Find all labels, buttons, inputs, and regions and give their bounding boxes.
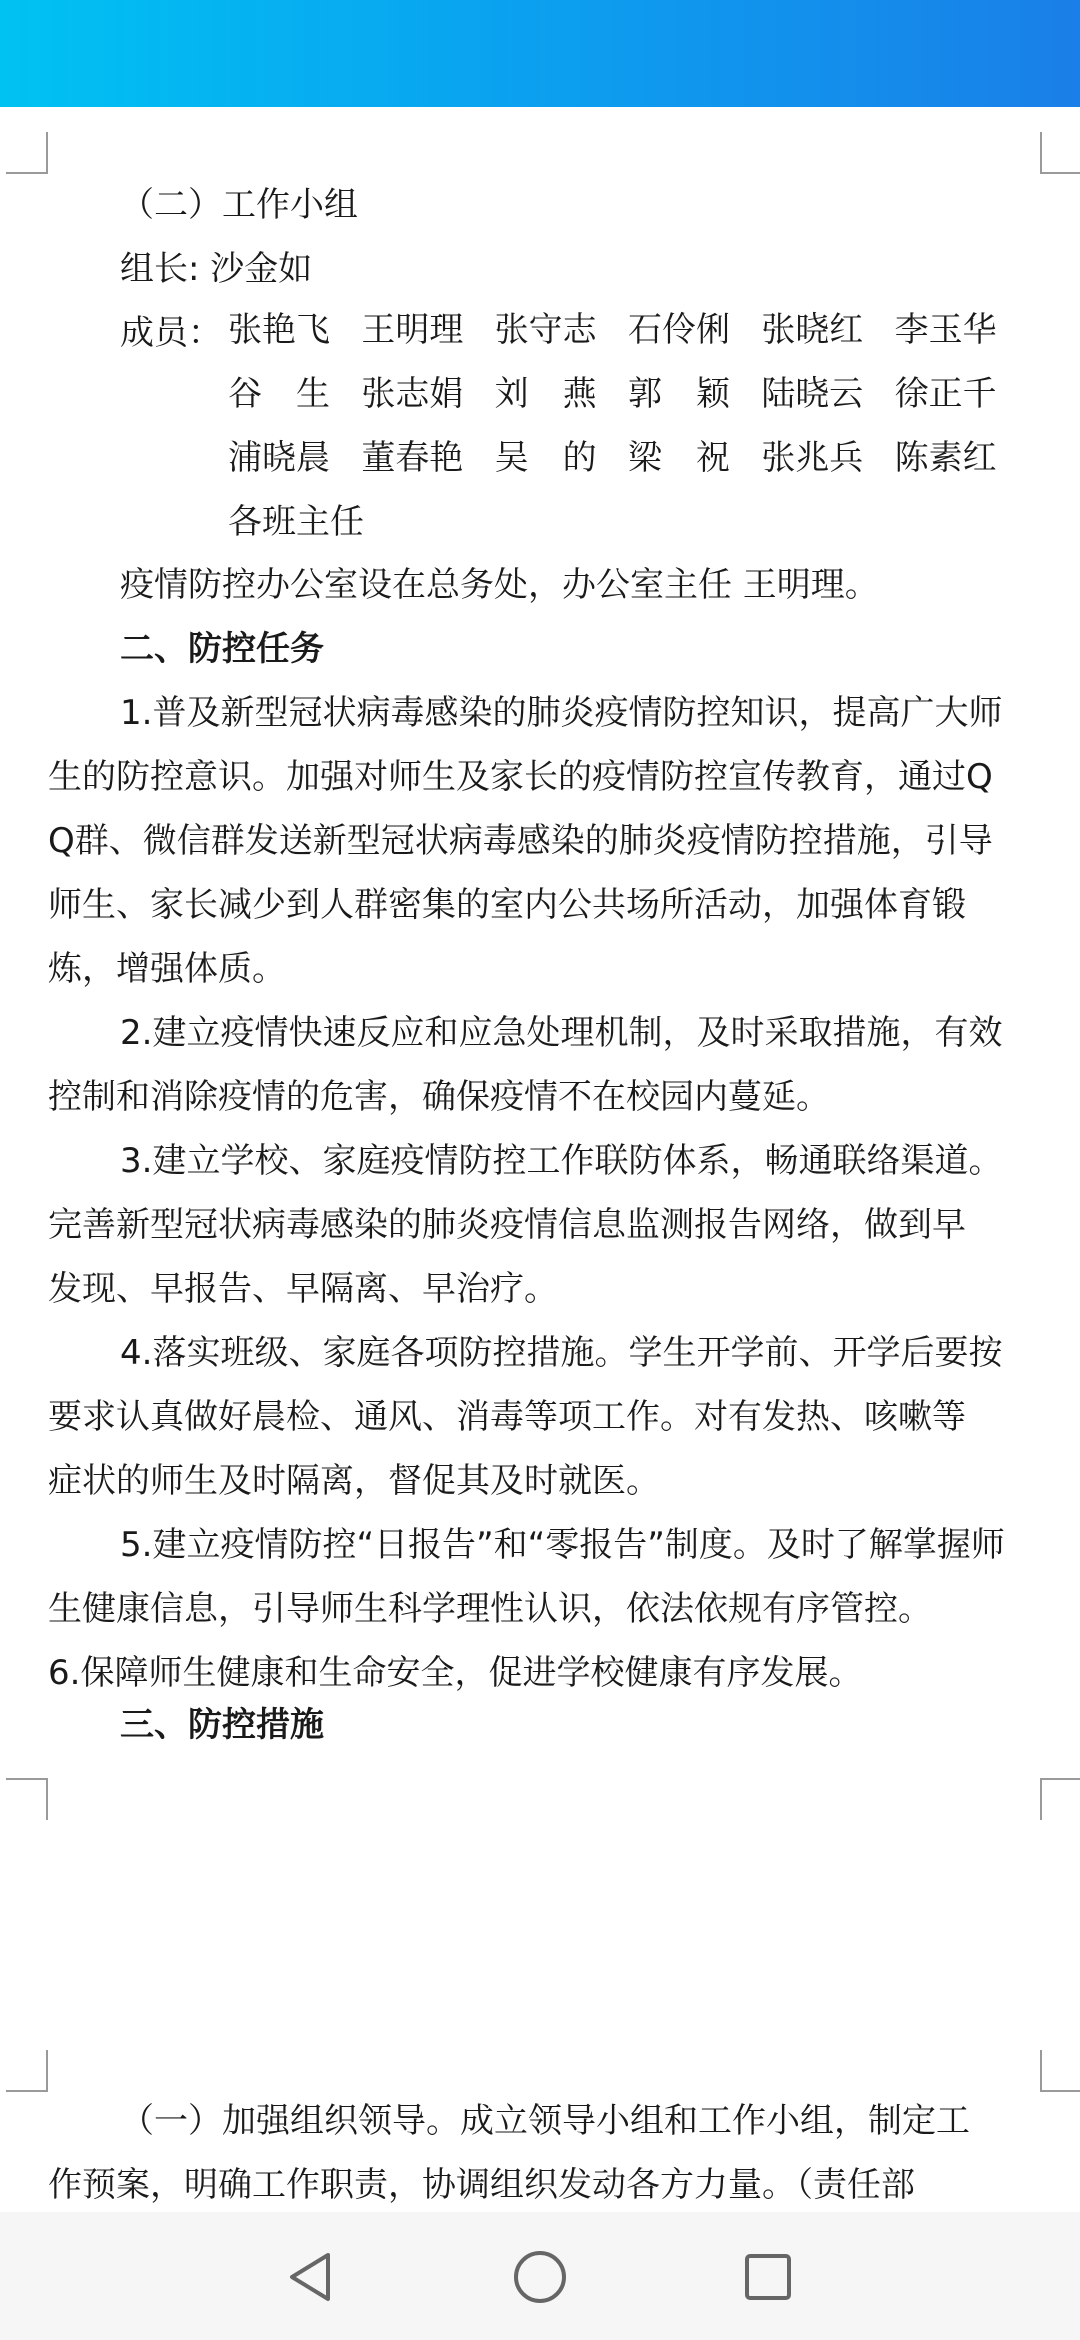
task-line: 2.建立疫情快速反应和应急处理机制，及时采取措施，有效 <box>120 1013 1003 1053</box>
members-row <box>228 436 1028 500</box>
task-line: 6.保障师生健康和生命安全，促进学校健康有序发展。 <box>48 1653 863 1693</box>
member-name: 张艳飞 <box>228 310 330 350</box>
task-line: 师生、家长减少到人群密集的室内公共场所活动，加强体育锻 <box>48 885 966 925</box>
task-line: Q群、微信群发送新型冠状病毒感染的肺炎疫情防控措施，引导 <box>48 821 993 861</box>
members-row <box>228 308 1028 372</box>
task-line: 症状的师生及时隔离，督促其及时就医。 <box>48 1461 660 1501</box>
members-label: 成员： <box>120 313 222 353</box>
square-recents-icon <box>742 2251 794 2303</box>
member-name: 徐正千 <box>894 374 997 414</box>
members-row <box>228 372 1028 436</box>
member-name: 张晓红 <box>761 310 864 350</box>
member-name: 吴 的 <box>494 438 597 478</box>
triangle-back-icon <box>284 2249 336 2305</box>
page-corner-mark <box>1040 1778 1080 1820</box>
member-name: 石伶俐 <box>627 310 730 350</box>
office-line: 疫情防控办公室设在总务处，办公室主任 王明理。 <box>120 565 879 605</box>
section-title: （二）工作小组 <box>120 185 358 225</box>
back-button[interactable] <box>275 2242 345 2312</box>
circle-home-icon <box>512 2249 568 2305</box>
member-name: 张兆兵 <box>761 438 864 478</box>
member-name: 李玉华 <box>894 310 997 350</box>
recents-button[interactable] <box>733 2242 803 2312</box>
member-name: 梁 祝 <box>627 438 730 478</box>
task-line: 4.落实班级、家庭各项防控措施。学生开学前、开学后要按 <box>120 1333 1003 1373</box>
page-corner-mark <box>6 132 48 174</box>
page-corner-mark <box>6 1778 48 1820</box>
task-line: 生的防控意识。加强对师生及家长的疫情防控宣传教育，通过Q <box>48 757 993 797</box>
member-name: 谷 生 <box>228 374 330 414</box>
member-name: 浦晓晨 <box>228 438 330 478</box>
page-corner-mark <box>1040 132 1080 174</box>
member-name: 董春艳 <box>361 438 464 478</box>
page-corner-mark <box>1040 2050 1080 2092</box>
task-line: 要求认真做好晨检、通风、消毒等项工作。对有发热、咳嗽等 <box>48 1397 966 1437</box>
measure-line: （一）加强组织领导。成立领导小组和工作小组，制定工 <box>120 2101 970 2141</box>
members-list <box>228 308 1028 564</box>
task-line: 3.建立学校、家庭疫情防控工作联防体系，畅通联络渠道。 <box>120 1141 1003 1181</box>
task-line: 完善新型冠状病毒感染的肺炎疫情信息监测报告网络，做到早 <box>48 1205 966 1245</box>
task-line: 5.建立疫情防控“日报告”和“零报告”制度。及时了解掌握师 <box>120 1525 1005 1565</box>
member-name: 王明理 <box>361 310 464 350</box>
member-name: 郭 颖 <box>627 374 730 414</box>
member-name: 张志娟 <box>361 374 464 414</box>
member-name: 刘 燕 <box>494 374 597 414</box>
app-header-bar <box>0 0 1080 107</box>
member-name: 张守志 <box>494 310 597 350</box>
members-row <box>228 500 1028 564</box>
heading-tasks: 二、防控任务 <box>120 629 324 669</box>
system-nav-bar <box>0 2212 1080 2340</box>
member-name: 陆晓云 <box>761 374 864 414</box>
heading-measures: 三、防控措施 <box>120 1705 324 1745</box>
page-corner-mark <box>6 2050 48 2092</box>
task-line: 控制和消除疫情的危害，确保疫情不在校园内蔓延。 <box>48 1077 830 1117</box>
leader-line: 组长: 沙金如 <box>120 249 313 289</box>
task-line: 炼，增强体质。 <box>48 949 286 989</box>
member-name: 陈素红 <box>894 438 997 478</box>
home-button[interactable] <box>505 2242 575 2312</box>
task-line: 生健康信息，引导师生科学理性认识，依法依规有序管控。 <box>48 1589 932 1629</box>
measure-line: 作预案，明确工作职责，协调组织发动各方力量。（责任部 <box>48 2165 915 2205</box>
task-line: 发现、早报告、早隔离、早治疗。 <box>48 1269 558 1309</box>
member-name: 各班主任 <box>228 502 364 542</box>
task-line: 1.普及新型冠状病毒感染的肺炎疫情防控知识，提高广大师 <box>120 693 1003 733</box>
